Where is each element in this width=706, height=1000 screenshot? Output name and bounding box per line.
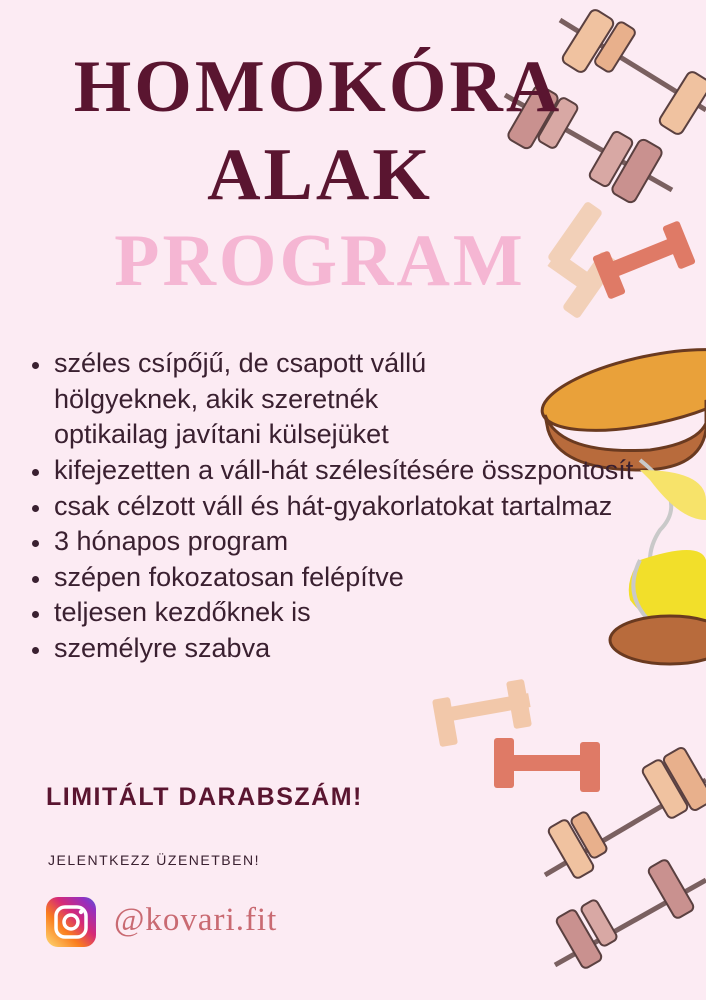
- apply-message-cta: JELENTKEZZ ÜZENETBEN!: [48, 852, 260, 868]
- list-item: kifejezetten a váll-hát szélesítésére összpontosít: [28, 453, 633, 489]
- list-item: személyre szabva: [28, 631, 633, 667]
- feature-list: [28, 346, 633, 667]
- dumbbell-icon: [432, 679, 532, 747]
- dumbbell-icon: [494, 738, 600, 792]
- instagram-handle[interactable]: @kovari.fit: [114, 902, 278, 938]
- list-item: széles csípőjű, de csapott vállú: [28, 346, 633, 382]
- list-item: szépen fokozatosan felépítve: [28, 560, 633, 596]
- list-item: 3 hónapos program: [28, 524, 633, 560]
- instagram-icon[interactable]: [46, 897, 96, 947]
- title-line-2: ALAK: [207, 134, 433, 216]
- limited-quantity-notice: LIMITÁLT DARABSZÁM!: [46, 783, 363, 811]
- title-line-3: PROGRAM: [114, 220, 526, 302]
- list-item: optikailag javítani külsejüket: [54, 419, 389, 450]
- list-item: teljesen kezdőknek is: [28, 595, 633, 631]
- list-item: csak célzott váll és hát-gyakorlatokat tartalmaz: [28, 489, 633, 525]
- title-line-1: HOMOKÓRA: [73, 46, 563, 128]
- list-item: hölgyeknek, akik szeretnék: [54, 383, 379, 414]
